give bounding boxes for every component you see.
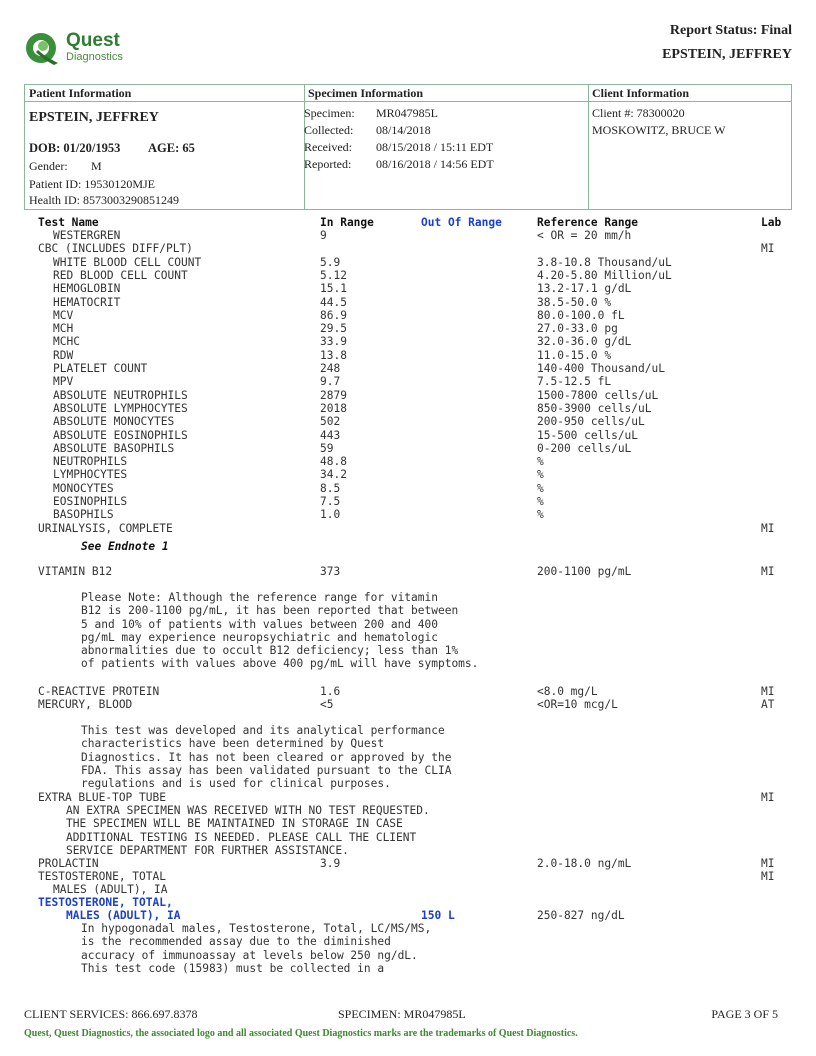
reference-range: 80.0-100.0 fL (537, 308, 625, 322)
table-row (0, 429, 816, 442)
out-of-range-test-name: TESTOSTERONE, TOTAL, (38, 896, 173, 909)
lab-code: AT (761, 698, 775, 711)
out-of-range-test-name-continued: MALES (ADULT), IA (66, 909, 181, 922)
test-name: ABSOLUTE BASOPHILS (53, 441, 175, 455)
test-name: ABSOLUTE LYMPHOCYTES (53, 401, 188, 415)
test-name: WESTERGREN (53, 229, 121, 242)
in-range-value: 59 (320, 441, 334, 455)
client-info-column (588, 85, 791, 209)
in-range-value: 248 (320, 362, 341, 375)
results-column-headers (0, 216, 816, 229)
reported-label: Reported: (304, 157, 352, 171)
lab-code: MI (761, 565, 775, 578)
reference-range: % (537, 455, 544, 469)
test-name: MERCURY, BLOOD (38, 698, 133, 711)
table-row (0, 565, 816, 578)
table-row (0, 415, 816, 428)
in-range-value: 502 (320, 415, 341, 429)
test-name: PROLACTIN (38, 857, 99, 870)
test-name: HEMATOCRIT (53, 295, 121, 309)
table-row (0, 362, 816, 375)
reference-range: 7.5-12.5 fL (537, 375, 612, 389)
reference-range: 140-400 Thousand/uL (537, 362, 665, 375)
col-reference-range: Reference Range (537, 216, 639, 229)
test-name: CBC (INCLUDES DIFF/PLT) (38, 242, 193, 256)
col-in-range: In Range (320, 216, 374, 229)
specimen-info-header: Specimen Information (304, 85, 588, 102)
reference-range: 2.0-18.0 ng/mL (537, 857, 632, 870)
table-row (0, 698, 816, 711)
reference-range: % (537, 495, 544, 508)
specimen-info-column (304, 85, 589, 209)
in-range-value: 443 (320, 428, 341, 442)
test-name: EOSINOPHILS (53, 495, 128, 508)
table-row (0, 322, 816, 335)
received-value: 08/15/2018 / 15:11 EDT (376, 140, 494, 154)
test-name: TESTOSTERONE, TOTAL (38, 870, 166, 883)
in-range-value: 13.8 (320, 348, 347, 362)
test-name: NEUTROPHILS (53, 455, 128, 469)
reference-range: 200-950 cells/uL (537, 415, 645, 429)
reference-range: % (537, 508, 544, 522)
reported-value: 08/16/2018 / 14:56 EDT (376, 157, 494, 171)
in-range-value: 2879 (320, 388, 347, 402)
patient-name: EPSTEIN, JEFFREY (29, 110, 159, 125)
test-name: BASOPHILS (53, 508, 114, 522)
reference-range: 850-3900 cells/uL (537, 401, 652, 415)
logo-wordmark: Quest (66, 30, 120, 51)
in-range-value: 8.5 (320, 481, 341, 495)
footer-page-number: PAGE 3 OF 5 (711, 1007, 778, 1021)
table-row (0, 335, 816, 348)
test-name: VITAMIN B12 (38, 565, 113, 578)
in-range-value: 9.7 (320, 375, 341, 389)
table-row (0, 455, 816, 468)
table-row (0, 791, 816, 804)
table-row (0, 870, 816, 883)
table-row (0, 309, 816, 322)
reference-range: % (537, 468, 544, 482)
table-row (0, 229, 816, 242)
in-range-value: 1.0 (320, 508, 341, 522)
test-name-continued: MALES (ADULT), IA (53, 883, 168, 896)
reference-range: 0-200 cells/uL (537, 441, 632, 455)
test-name: HEMOGLOBIN (53, 282, 121, 296)
received-label: Received: (304, 140, 352, 154)
lab-code: MI (761, 870, 775, 883)
table-row (0, 495, 816, 508)
out-of-range-row (0, 909, 816, 922)
reference-range: <8.0 mg/L (537, 685, 598, 698)
gender-value: M (91, 159, 102, 173)
specimen-label: Specimen: (304, 106, 355, 120)
footer-trademark: Quest, Quest Diagnostics, the associated logo and all associated Quest Diagnostics marks are the trademarks of Quest Diagnostics. (24, 1028, 578, 1039)
health-id: Health ID: 8573003290851249 (29, 193, 179, 207)
reference-range: 32.0-36.0 g/dL (537, 335, 632, 349)
footer-client-services: CLIENT SERVICES: 866.697.8378 (24, 1007, 198, 1021)
dob: DOB: 01/20/1953 (29, 141, 121, 155)
table-row (0, 857, 816, 870)
test-name: PLATELET COUNT (53, 362, 148, 375)
lab-code: MI (761, 242, 775, 256)
in-range-value: 29.5 (320, 322, 347, 336)
in-range-value: 1.6 (320, 685, 341, 698)
patient-info-header: Patient Information (25, 85, 304, 102)
reference-range: 11.0-15.0 % (537, 348, 612, 362)
table-row (0, 269, 816, 282)
reference-range: 38.5-50.0 % (537, 295, 612, 309)
test-name: C-REACTIVE PROTEIN (38, 685, 160, 698)
table-row (0, 349, 816, 362)
out-of-range-value: 150 L (421, 909, 455, 922)
reference-range: 4.20-5.80 Million/uL (537, 268, 672, 282)
table-row (0, 522, 816, 535)
age: AGE: 65 (148, 141, 195, 155)
test-name: URINALYSIS, COMPLETE (38, 521, 173, 535)
mercury-note: This test was developed and its analytical performance characteristics have been determined by Quest Diagnostics. It has not been cleared or approved by the FDA. This assay has been validated pursuant to the CLIA regulations and is used for clinical purposes. (81, 724, 452, 791)
test-name: ABSOLUTE NEUTROPHILS (53, 388, 188, 402)
reference-range: <OR=10 mcg/L (537, 698, 618, 711)
table-row (0, 468, 816, 481)
test-name: MONOCYTES (53, 481, 114, 495)
in-range-value: 373 (320, 565, 341, 578)
test-name: RDW (53, 348, 74, 362)
in-range-value: 3.9 (320, 857, 341, 870)
client-name: MOSKOWITZ, BRUCE W (592, 123, 726, 137)
in-range-value: 44.5 (320, 295, 347, 309)
in-range-value: <5 (320, 698, 334, 711)
reference-range: 1500-7800 cells/uL (537, 388, 659, 402)
in-range-value: 33.9 (320, 335, 347, 349)
specimen-value: MR047985L (376, 106, 439, 120)
reference-range: 27.0-33.0 pg (537, 322, 618, 336)
test-name: RED BLOOD CELL COUNT (53, 268, 188, 282)
table-row (0, 242, 816, 255)
col-test-name: Test Name (38, 216, 99, 229)
in-range-value: 9 (320, 229, 327, 242)
table-row (0, 256, 816, 269)
col-lab: Lab (761, 216, 782, 229)
table-row (0, 402, 816, 415)
lab-code: MI (761, 521, 775, 535)
patient-id: Patient ID: 19530120MJE (29, 177, 155, 191)
table-row (0, 282, 816, 295)
test-name: LYMPHOCYTES (53, 468, 128, 482)
table-row (0, 296, 816, 309)
quest-logo (24, 30, 154, 66)
table-row (0, 375, 816, 388)
reference-range: 13.2-17.1 g/dL (537, 282, 632, 296)
table-row (0, 442, 816, 455)
test-name: MPV (53, 375, 74, 389)
patient-name-header: EPSTEIN, JEFFREY (662, 47, 792, 62)
table-row (0, 883, 816, 896)
footer-specimen: SPECIMEN: MR047985L (338, 1007, 466, 1021)
endnote-link: See Endnote 1 (81, 540, 169, 553)
in-range-value: 7.5 (320, 495, 341, 508)
client-info-header: Client Information (588, 85, 791, 102)
in-range-value: 5.12 (320, 268, 347, 282)
table-row (0, 482, 816, 495)
report-status: Report Status: Final (669, 23, 792, 38)
in-range-value: 15.1 (320, 282, 347, 296)
test-name: EXTRA BLUE-TOP TUBE (38, 791, 166, 804)
test-name: ABSOLUTE EOSINOPHILS (53, 428, 188, 442)
quest-logo-icon (24, 30, 60, 66)
endnote-row (0, 540, 816, 553)
in-range-value: 34.2 (320, 468, 347, 482)
collected-label: Collected: (304, 123, 354, 137)
test-name: WHITE BLOOD CELL COUNT (53, 255, 202, 269)
collected-value: 08/14/2018 (376, 123, 431, 137)
testosterone-note: In hypogonadal males, Testosterone, Total, LC/MS/MS, is the recommended assay due to the diminished accuracy of immunoassay at levels below 250 ng/dL. This test code (15983) must be collected in a (81, 922, 432, 975)
reference-range: 200-1100 pg/mL (537, 565, 632, 578)
reference-range: 250-827 ng/dL (537, 909, 625, 922)
reference-range: % (537, 481, 544, 495)
info-table (24, 84, 792, 210)
reference-range: < OR = 20 mm/h (537, 229, 632, 242)
lab-code: MI (761, 791, 775, 804)
client-number: Client #: 78300020 (592, 106, 685, 120)
test-name: MCHC (53, 335, 80, 349)
test-name: MCH (53, 322, 74, 336)
test-name: ABSOLUTE MONOCYTES (53, 415, 175, 429)
out-of-range-row (0, 896, 816, 909)
gender-label: Gender: (29, 159, 68, 173)
col-out-of-range: Out Of Range (421, 216, 502, 229)
table-row (0, 389, 816, 402)
vitamin-b12-note: Please Note: Although the reference range for vitamin B12 is 200-1100 pg/mL, it has been reported that between 5 and 10% of patients with values between 200 and 400 pg/mL may experience neuropsychiatric and hematologic abnormalities due to occult B12 deficiency; less than 1% of patients with values above 400 pg/mL will have symptoms. (81, 591, 479, 671)
table-row (0, 508, 816, 521)
in-range-value: 48.8 (320, 455, 347, 469)
lab-code: MI (761, 685, 775, 698)
in-range-value: 2018 (320, 401, 347, 415)
in-range-value: 86.9 (320, 308, 347, 322)
table-row (0, 685, 816, 698)
lab-code: MI (761, 857, 775, 870)
test-name: MCV (53, 308, 74, 322)
reference-range: 3.8-10.8 Thousand/uL (537, 255, 672, 269)
patient-info-column (25, 85, 305, 209)
logo-subtext: Diagnostics (66, 51, 123, 63)
blue-top-note: AN EXTRA SPECIMEN WAS RECEIVED WITH NO TEST REQUESTED. THE SPECIMEN WILL BE MAINTAINED IN STORAGE IN CASE ADDITIONAL TESTING IS NEEDED. PLEASE CALL THE CLIENT SERVICE DEPARTMENT FOR FURTHER ASSISTANCE. (66, 804, 430, 857)
in-range-value: 5.9 (320, 255, 341, 269)
reference-range: 15-500 cells/uL (537, 428, 639, 442)
